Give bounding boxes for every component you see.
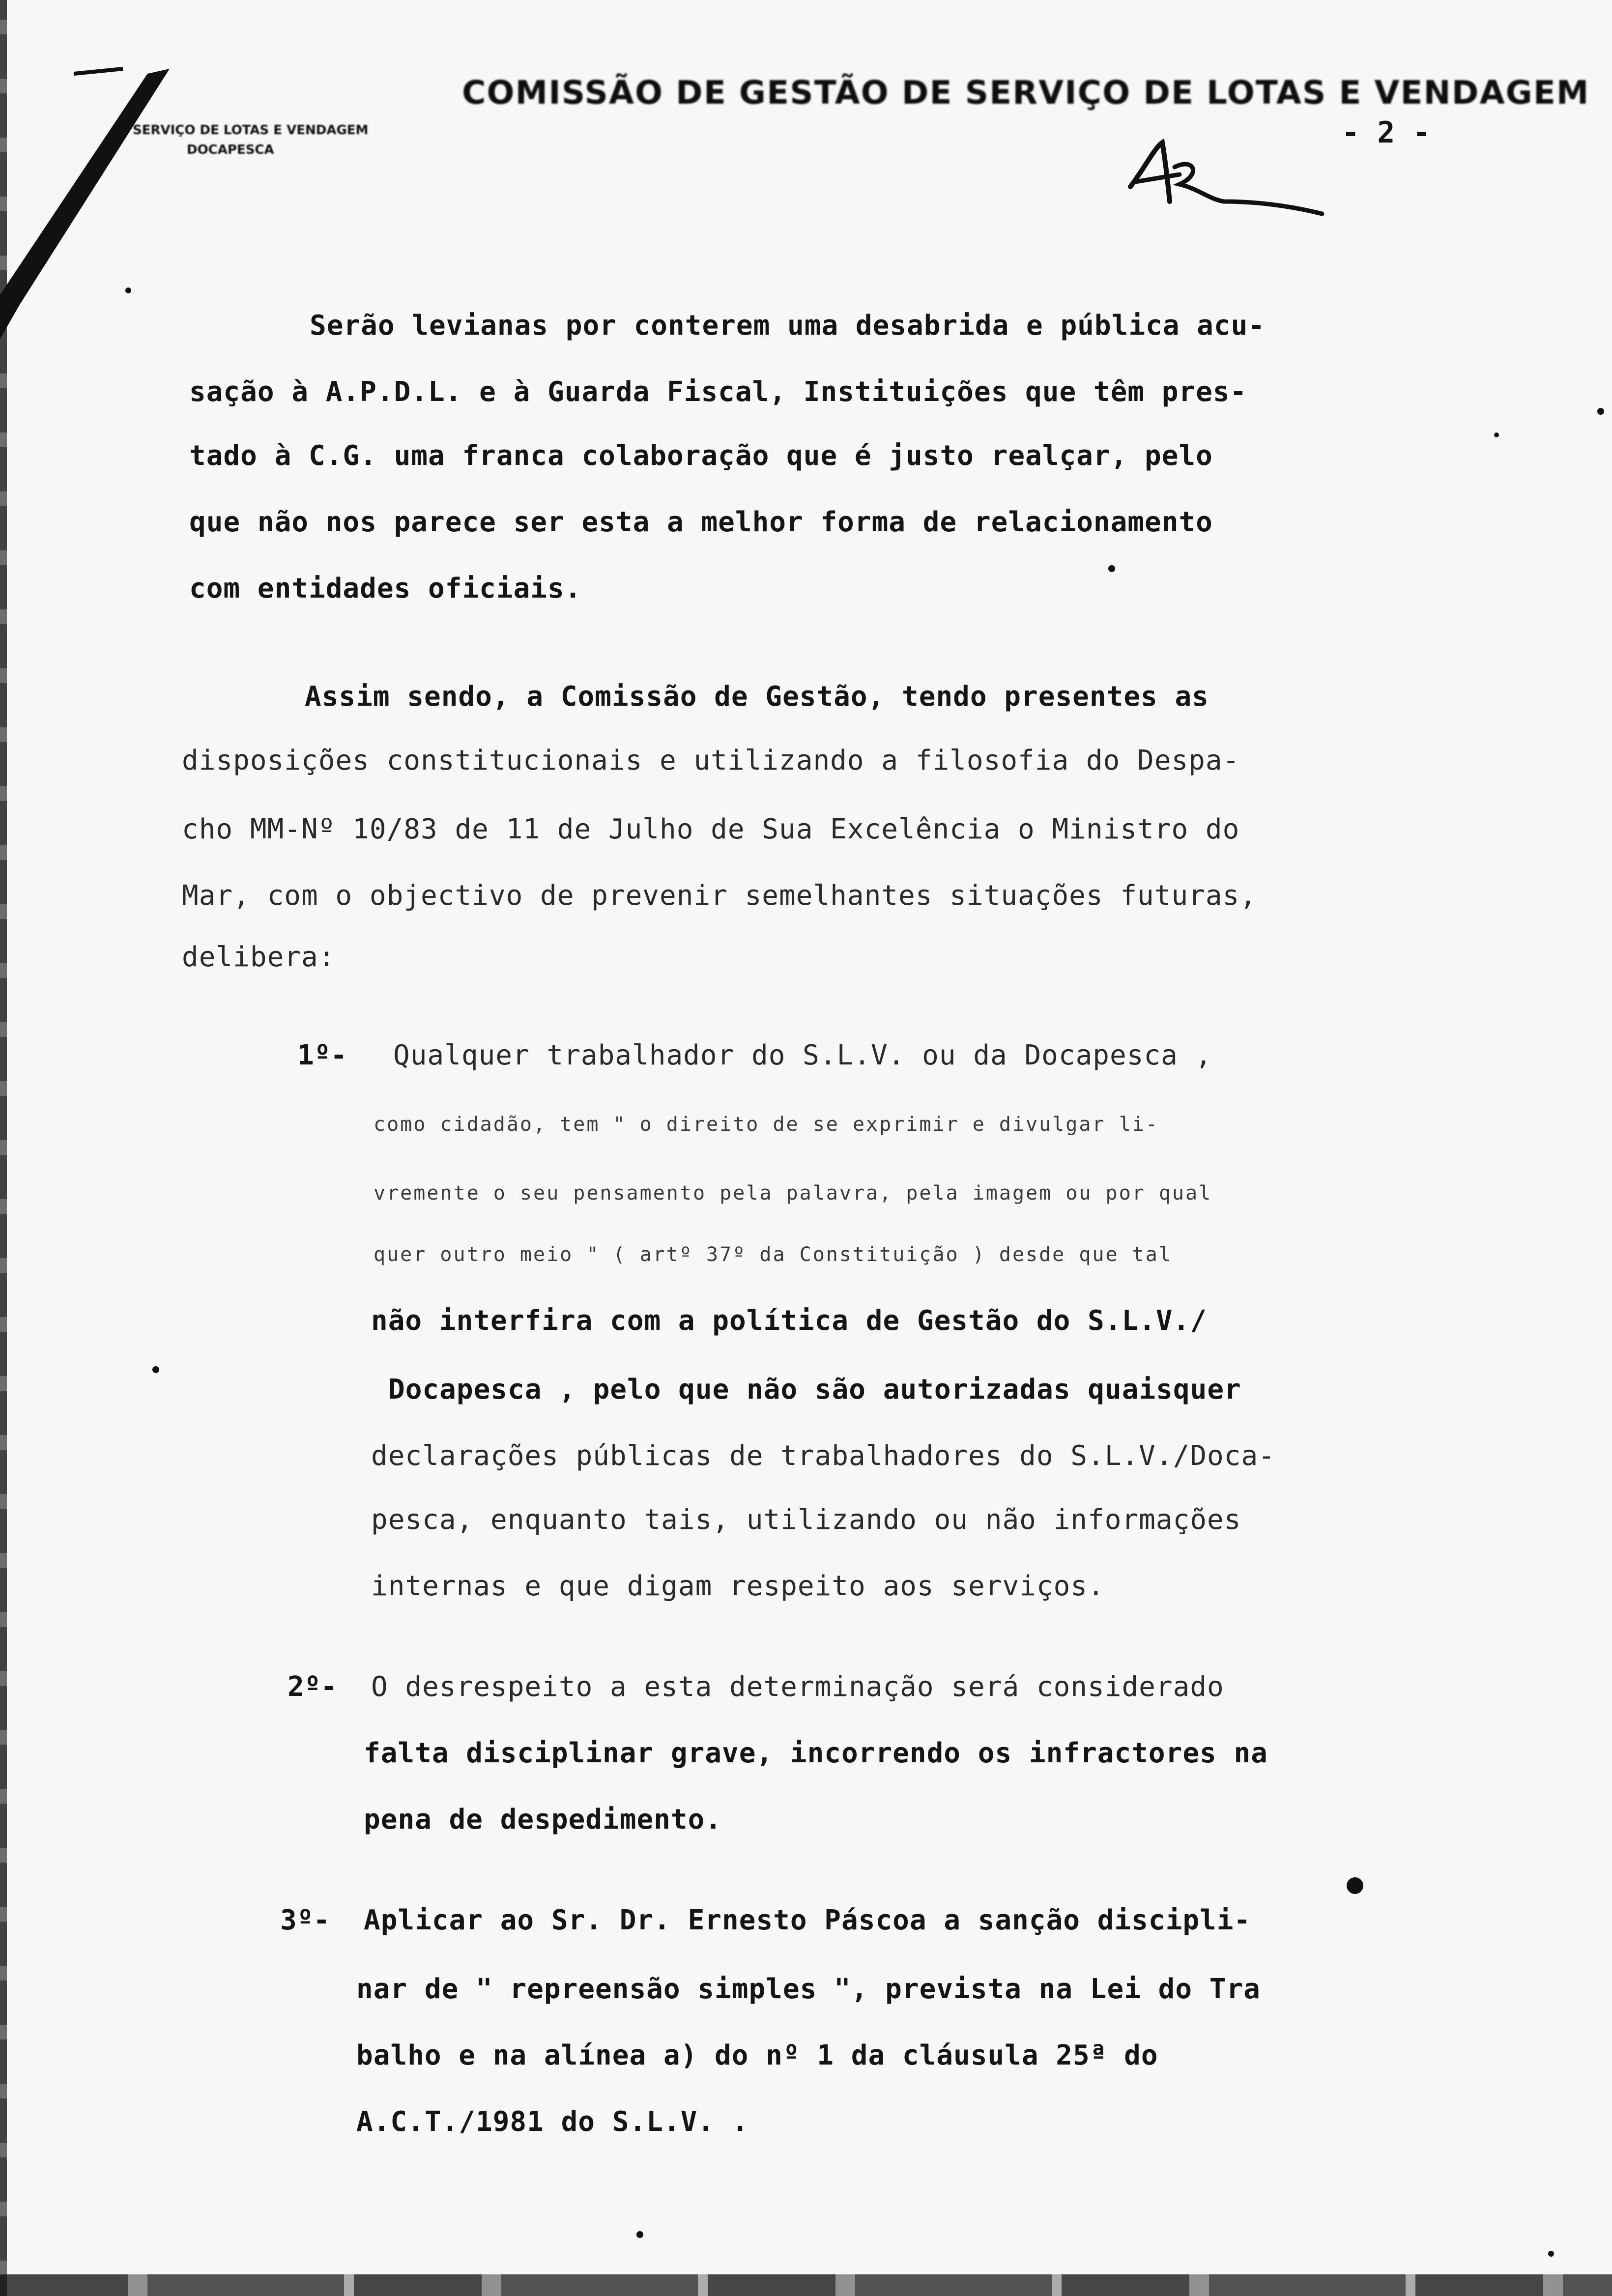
handwritten-initials-signature [1116, 128, 1332, 226]
scan-speck [1108, 565, 1115, 572]
paragraph-2-line-4: Mar, com o objectivo de prevenir semelhantes situações futuras, [182, 880, 1257, 912]
item-2-line-3: pena de despedimento. [364, 1804, 722, 1836]
paragraph-1-line-3: tado à C.G. uma franca colaboração que é justo realçar, pelo [189, 440, 1213, 472]
item-3-line-4: A.C.T./1981 do S.L.V. . [356, 2106, 749, 2138]
department-line: SERVIÇO DE LOTAS E VENDAGEM [133, 123, 369, 138]
corner-fold-mark [0, 0, 206, 354]
item-2-line-2: falta disciplinar grave, incorrendo os infractores na [364, 1737, 1268, 1769]
item-2-number: 2º- [288, 1671, 338, 1703]
item-2-line-1: O desrespeito a esta determinação será considerado [371, 1671, 1224, 1703]
item-3-number: 3º- [280, 1904, 330, 1936]
page-number: - 2 - [1342, 115, 1431, 150]
item-3-line-1: Aplicar ao Sr. Dr. Ernesto Páscoa a sanção discipli- [364, 1904, 1251, 1936]
item-1-line-8: pesca, enquanto tais, utilizando ou não informações [371, 1504, 1241, 1536]
item-1-line-9: internas e que digam respeito aos serviços. [371, 1570, 1105, 1602]
paragraph-2-line-2: disposições constitucionais e utilizando a filosofia do Despa- [182, 745, 1240, 776]
scan-bottom-edge [0, 2274, 1612, 2296]
paragraph-1-line-1: Serão levianas por conterem uma desabrida e pública acu- [310, 310, 1266, 342]
scan-speck [152, 1366, 159, 1373]
item-1-number: 1º- [297, 1039, 347, 1071]
scan-speck [1347, 1877, 1363, 1894]
scan-speck [1494, 432, 1499, 437]
item-1-line-3: vremente o seu pensamento pela palavra, pela imagem ou por qual [374, 1182, 1212, 1205]
item-1-line-7: declarações públicas de trabalhadores do S.L.V./Doca- [371, 1440, 1275, 1472]
item-1-line-6: Docapesca , pelo que não são autorizadas quaisquer [388, 1374, 1241, 1406]
paragraph-2-line-5: delibera: [182, 941, 336, 973]
department-code: DOCAPESCA [187, 143, 274, 157]
scan-speck [1597, 408, 1604, 415]
scan-speck [125, 287, 131, 293]
paragraph-2-line-3: cho MM-Nº 10/83 de 11 de Julho de Sua Excelência o Ministro do [182, 813, 1240, 845]
item-1-line-5: não interfira com a política de Gestão do S.L.V./ [371, 1305, 1208, 1337]
paragraph-2-line-1: Assim sendo, a Comissão de Gestão, tendo presentes as [305, 681, 1209, 713]
item-3-line-2: nar de " repreensão simples ", prevista na Lei do Tra [356, 1973, 1261, 2005]
department-block [133, 120, 408, 160]
scan-speck [1548, 2251, 1554, 2257]
paragraph-1-line-2: sação à A.P.D.L. e à Guarda Fiscal, Instituições que têm pres- [189, 376, 1247, 408]
scan-speck [636, 2231, 643, 2238]
item-1-line-4: quer outro meio " ( artº 37º da Constituição ) desde que tal [374, 1243, 1172, 1266]
item-1-line-2: como cidadão, tem " o direito de se exprimir e divulgar li- [374, 1113, 1159, 1136]
paragraph-1-line-4: que não nos parece ser esta a melhor forma de relacionamento [189, 506, 1213, 538]
item-1-line-1: Qualquer trabalhador do S.L.V. ou da Docapesca , [393, 1039, 1212, 1071]
letterhead: COMISSÃO DE GESTÃO DE SERVIÇO DE LOTAS E VENDAGEM [462, 74, 1590, 112]
paragraph-1-line-5: com entidades oficiais. [189, 573, 582, 604]
item-3-line-3: balho e na alínea a) do nº 1 da cláusula 25ª do [356, 2039, 1158, 2071]
